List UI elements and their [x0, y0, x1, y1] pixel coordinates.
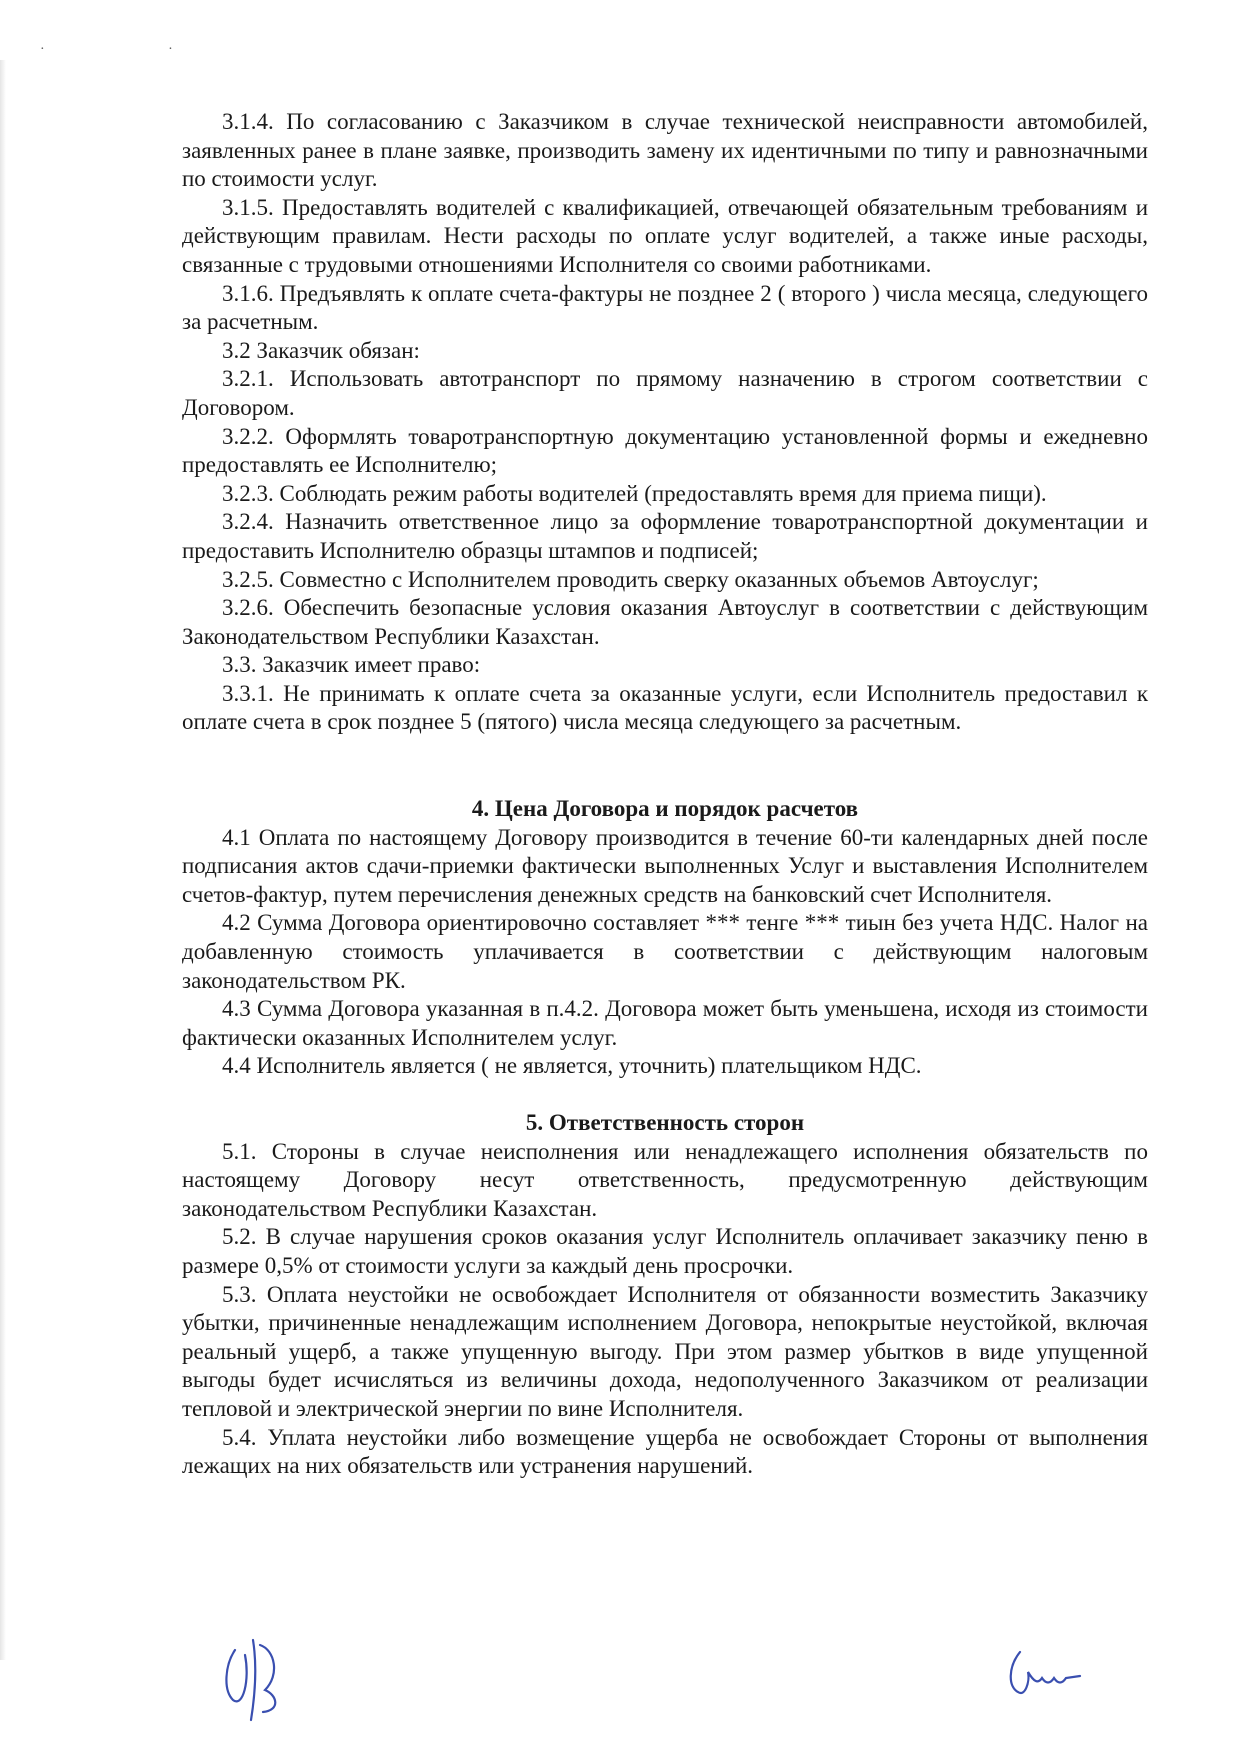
- section-5-title: 5. Ответственность сторон: [525, 1110, 805, 1135]
- clause-5-3: 5.3. Оплата неустойки не освобождает Исполнителя от обязанности возместить Заказчику убытки, причиненные ненадлежащим исполнением Договора, непокрытые неустойкой, включая реальный ущерб, а также упущенную выгоду. При этом размер убытков в виде упущенной выгоды будет исчисляться из величины дохода, недополученного Заказчиком от реализации тепловой и электрической энергии по вине Исполнителя.: [182, 1281, 1148, 1421]
- signature-left: [215, 1620, 305, 1730]
- clause-3-3-1: 3.3.1. Не принимать к оплате счета за оказанные услуги, если Исполнитель предоставил к оплате счета в срок позднее 5 (пятого) числа месяца следующего за расчетным.: [182, 680, 1148, 735]
- scan-specks: · ·: [40, 42, 233, 57]
- clause-3-2-1: 3.2.1. Использовать автотранспорт по прямому назначению в строгом соответствии с Договором.: [182, 366, 1148, 420]
- clause-4-4: 4.4 Исполнитель является ( не является, уточнить) плательщиком НДС.: [222, 1053, 922, 1079]
- clause-5-1: 5.1. Стороны в случае неисполнения или ненадлежащего исполнения обязательств по настоящему Договору несут ответственность, предусмотренную действующим законодательством Республики Казахстан.: [182, 1138, 1148, 1221]
- clause-5-2: 5.2. В случае нарушения сроков оказания услуг Исполнитель оплачивает заказчику пеню в размере 0,5% от стоимости услуги за каждый день просрочки.: [182, 1224, 1148, 1278]
- clause-3-2-3: 3.2.3. Соблюдать режим работы водителей (предоставлять время для приема пищи).: [222, 480, 1047, 506]
- document-body: [182, 108, 1148, 1481]
- clause-5-4: 5.4. Уплата неустойки либо возмещение ущерба не освобождает Стороны от выполнения лежащих на них обязательств или устранения нарушений.: [182, 1424, 1148, 1479]
- clause-4-1: 4.1 Оплата по настоящему Договору производится в течение 60-ти календарных дней после подписания актов сдачи-приемки фактически выполненных Услуг и выставления Исполнителем счетов-фактур, путем перечисления денежных средств на банковский счет Исполнителя.: [182, 824, 1148, 907]
- signature-right: [1000, 1642, 1090, 1702]
- section-gap: [182, 737, 1148, 795]
- clause-3-1-4: 3.1.4. По согласованию с Заказчиком в случае технической неисправности автомобилей, заявленных ранее в плане заявке, производить замену их идентичными по типу и равнозначными по стоимости услуг.: [182, 109, 1148, 192]
- section-gap: [182, 1081, 1148, 1109]
- clause-4-3: 4.3 Сумма Договора указанная в п.4.2. Договора может быть уменьшена, исходя из стоимости фактически оказанных Исполнителем услуг.: [182, 996, 1148, 1050]
- signature-left-stroke: [226, 1640, 275, 1720]
- clause-3-2-5: 3.2.5. Совместно с Исполнителем проводить сверку оказанных объемов Автоуслуг;: [222, 566, 1039, 592]
- clause-3-2: 3.2 Заказчик обязан:: [222, 337, 420, 363]
- clause-3-1-6: 3.1.6. Предъявлять к оплате счета-фактуры не позднее 2 ( второго ) числа месяца, следующего за расчетным.: [182, 280, 1148, 335]
- scan-edge-shadow: [0, 60, 6, 1660]
- clause-3-2-6: 3.2.6. Обеспечить безопасные условия оказания Автоуслуг в соответствии с действующим Законодательством Республики Казахстан.: [182, 595, 1148, 649]
- clause-4-2: 4.2 Сумма Договора ориентировочно составляет *** тенге *** тиын без учета НДС. Налог на добавленную стоимость уплачивается в соответствии с действующим налоговым законодательством РК.: [182, 910, 1148, 993]
- section-4-title: 4. Цена Договора и порядок расчетов: [471, 796, 859, 822]
- clause-3-2-2: 3.2.2. Оформлять товаротранспортную документацию установленной формы и ежедневно предоставлять ее Исполнителю;: [182, 423, 1148, 478]
- signature-right-stroke: [1011, 1652, 1080, 1693]
- clause-3-3: 3.3. Заказчик имеет право:: [222, 652, 481, 678]
- clause-3-2-4: 3.2.4. Назначить ответственное лицо за оформление товаротранспортной документации и предоставить Исполнителю образцы штампов и подписей;: [182, 509, 1148, 563]
- clause-3-1-5: 3.1.5. Предоставлять водителей с квалификацией, отвечающей обязательным требованиям и действующим правилам. Нести расходы по оплате услуг водителей, а также иные расходы, связанные с трудовыми отношениями Исполнителя со своими работниками.: [182, 194, 1148, 277]
